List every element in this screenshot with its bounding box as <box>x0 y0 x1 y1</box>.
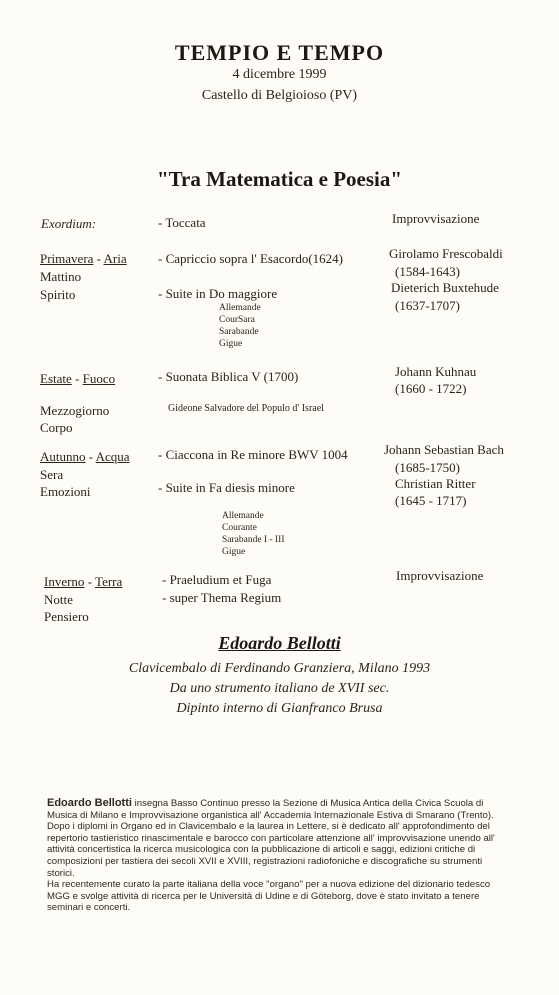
autunno-theme: Emozioni <box>40 484 91 499</box>
inverno-time: Notte <box>44 592 73 607</box>
season-name: Inverno <box>44 574 85 589</box>
composer-dates: (1660 - 1722) <box>395 381 467 396</box>
season-name: Primavera <box>40 251 94 266</box>
composer-ritter: Christian Ritter <box>395 476 476 491</box>
autunno-work-2: - Suite in Fa diesis minore <box>158 480 295 495</box>
composer-kuhnau: Johann Kuhnau <box>395 364 477 379</box>
exordium-work: - Toccata <box>158 215 206 230</box>
primavera-heading <box>40 251 127 267</box>
instrument-model: Da uno strumento italiano de XVII sec. <box>169 681 390 696</box>
performer-name: Edoardo Bellotti <box>218 633 341 653</box>
movement: CourSara <box>219 315 255 325</box>
inverno-work-2: - super Thema Regium <box>162 590 282 605</box>
primavera-work-2: - Suite in Do maggiore <box>158 286 278 301</box>
inverno-heading <box>44 574 122 590</box>
season-dash: - <box>71 371 83 386</box>
bio-text: insegna Basso Continuo presso la Sezione di Musica Antica della Civica Scuola di Musica di Milano e Improvvisazione organistica all' Accademia Internazionale Estiva di Smarano (Trento). <box>47 798 494 821</box>
instrument-line: Clavicembalo di Ferdinando Granziera, Milano 1993 <box>128 661 431 676</box>
instrument-painting: Dipinto interno di Gianfranco Brusa <box>176 701 383 716</box>
bio-paragraph <box>47 798 507 821</box>
composer-bach: Johann Sebastian Bach <box>384 442 504 457</box>
exordium-label: Exordium: <box>41 216 97 231</box>
estate-work-subtitle: Gideone Salvadore del Populo d' Israel <box>168 403 324 414</box>
composer-dates: (1584-1643) <box>395 264 460 279</box>
movement: Gigue <box>219 339 243 349</box>
movement: Gigue <box>222 547 246 557</box>
concert-location: Castello di Belgioioso (PV) <box>201 88 358 103</box>
bio-paragraph: Ha recentemente curato la parte italiana della voce "organo" per a nuova edizione del dizionario tedesco MGG e svolge attività di ricerca per le Università di Udine e di Göteborg, dove è stato invitato a tenere seminari e concerti. <box>47 879 491 914</box>
composer-dates: (1637-1707) <box>395 298 460 313</box>
season-dash: - <box>93 251 104 266</box>
autunno-heading <box>40 449 130 465</box>
season-dash: - <box>84 574 96 589</box>
season-element: Fuoco <box>82 371 116 386</box>
bio-name: Edoardo Bellotti <box>47 797 132 809</box>
composer-buxtehude: Dieterich Buxtehude <box>391 280 499 295</box>
movement: Allemande <box>219 303 261 313</box>
primavera-work-1: - Capriccio sopra l' Esacordo(1624) <box>158 251 344 266</box>
composer-dates: (1685-1750) <box>395 460 460 475</box>
estate-heading <box>40 371 115 387</box>
primavera-time: Mattino <box>40 269 82 284</box>
estate-theme: Corpo <box>40 420 73 435</box>
inverno-theme: Pensiero <box>44 609 89 624</box>
autunno-work-1: - Ciaccona in Re minore BWV 1004 <box>158 447 348 462</box>
concert-date: 4 dicembre 1999 <box>232 67 327 82</box>
primavera-theme: Spirito <box>40 287 76 302</box>
exordium-composer: Improvvisazione <box>392 211 480 226</box>
concert-subtitle: "Tra Matematica e Poesia" <box>156 167 403 191</box>
movement: Courante <box>222 523 257 533</box>
primavera-movements <box>219 302 261 350</box>
movement: Sarabande I - III <box>222 535 285 545</box>
autunno-time: Sera <box>40 467 64 482</box>
performer-bio <box>47 798 507 914</box>
estate-work-1: - Suonata Biblica V (1700) <box>158 369 299 384</box>
season-element: Acqua <box>95 449 130 464</box>
season-name: Autunno <box>40 449 86 464</box>
estate-time: Mezzogiorno <box>40 403 110 418</box>
composer-frescobaldi: Girolamo Frescobaldi <box>389 246 503 261</box>
bio-paragraph: Dopo i diplomi in Organo ed in Clavicembalo e la laurea in Lettere, si è dedicato all' approfondimento del repertorio tastieristico rinascimentale e barocco con particolare attenzione all' improvvisazione unendo all' attività concertistica la ricerca musicologica con la pubblicazione di articoli e saggi, edizioni critiche di composizioni per tastiera dei secoli XVII e XVIII, registrazioni radiofoniche e discografiche su strumenti storici. <box>47 821 495 879</box>
movement: Allemande <box>222 511 264 521</box>
movement: Sarabande <box>219 327 259 337</box>
season-element: Aria <box>103 251 127 266</box>
inverno-composer: Improvvisazione <box>396 568 484 583</box>
composer-dates: (1645 - 1717) <box>395 493 467 508</box>
season-element: Terra <box>95 574 123 589</box>
inverno-work-1: - Praeludium et Fuga <box>162 572 272 587</box>
season-dash: - <box>85 449 96 464</box>
program-title: TEMPIO E TEMPO <box>174 40 385 65</box>
season-name: Estate <box>40 371 72 386</box>
autunno-movements <box>222 510 285 558</box>
